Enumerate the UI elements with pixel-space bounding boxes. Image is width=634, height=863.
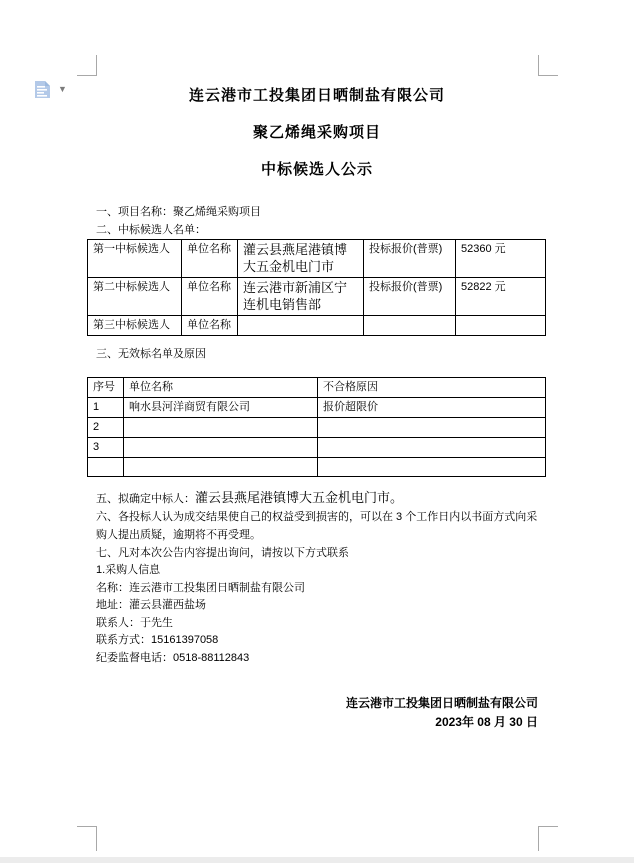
invalid-row-1 [88, 398, 546, 418]
crop-mark-top-left-icon [77, 55, 97, 76]
row-reason [318, 438, 546, 458]
buyer-address-line: 地址：灌云县灌西盐场 [96, 599, 206, 611]
unit-name-label: 单位名称 [182, 316, 238, 336]
bid-price-value: 52822 元 [456, 278, 546, 316]
buyer-name-line: 名称：连云港市工投集团日晒制盐有限公司 [96, 582, 305, 594]
unit-name-label: 单位名称 [182, 240, 238, 278]
row-reason [318, 418, 546, 438]
invalid-table-header-row [88, 378, 546, 398]
bid-price-value: 52360 元 [456, 240, 546, 278]
crop-mark-bottom-right-icon [538, 826, 558, 851]
section-objection-notice: 六、各投标人认为成交结果使自己的权益受到损害的，可以在 3 个工作日内以书面方式向采购人提出质疑，逾期将不再受理。 [96, 511, 538, 541]
section-winner [96, 489, 403, 508]
candidate-row-3 [88, 316, 546, 336]
row-reason [318, 458, 546, 477]
bid-price-label: 投标报价(普票) [364, 240, 456, 278]
column-header-reason: 不合格原因 [318, 378, 546, 398]
page-title-project: 聚乙烯绳采购项目 [252, 124, 381, 141]
row-index [88, 458, 124, 477]
unit-name-value: 连云港市新浦区宁连机电销售部 [238, 278, 364, 316]
bid-price-label: 投标报价(普票) [364, 278, 456, 316]
section-contact-intro: 七、凡对本次公告内容提出询问，请按以下方式联系 [96, 547, 349, 559]
footer-company: 连云港市工投集团日晒制盐有限公司 [345, 696, 538, 710]
buyer-contact-line: 联系人：于先生 [96, 617, 173, 629]
paste-dropdown-arrow-icon[interactable]: ▼ [58, 84, 67, 94]
candidate-row-2 [88, 278, 546, 316]
page-title-announcement: 中标候选人公示 [260, 161, 373, 178]
row-index: 3 [88, 438, 124, 458]
candidate-rank: 第三中标候选人 [88, 316, 182, 336]
buyer-info-heading: 1.采购人信息 [96, 564, 161, 576]
bid-price-value [456, 316, 546, 336]
invalid-row-4 [88, 458, 546, 477]
crop-mark-top-right-icon [538, 55, 558, 76]
invalid-row-3 [88, 438, 546, 458]
invalid-row-2 [88, 418, 546, 438]
row-unit-name [124, 438, 318, 458]
row-unit-name: 响水县河洋商贸有限公司 [124, 398, 318, 418]
crop-mark-bottom-left-icon [77, 826, 97, 851]
bid-price-label [364, 316, 456, 336]
column-header-unit: 单位名称 [124, 378, 318, 398]
row-unit-name [124, 458, 318, 477]
invalid-bids-table [87, 377, 546, 477]
row-index: 1 [88, 398, 124, 418]
page-bottom-edge [0, 857, 634, 863]
footer-date: 2023年 08 月 30 日 [435, 715, 538, 729]
supervision-phone-line: 纪委监督电话：0518-88112843 [96, 652, 250, 664]
candidate-row-1 [88, 240, 546, 278]
unit-name-value [238, 316, 364, 336]
column-header-index: 序号 [88, 378, 124, 398]
winner-name: 灌云县燕尾港镇博大五金机电门市。 [195, 490, 404, 505]
candidates-table [87, 239, 546, 336]
buyer-phone-line: 联系方式：15161397058 [96, 634, 219, 646]
winner-label: 五、拟确定中标人： [96, 493, 195, 505]
page-title-company: 连云港市工投集团日晒制盐有限公司 [188, 87, 445, 104]
section-candidate-list: 二、中标候选人名单： [96, 224, 206, 236]
section-project-name: 一、项目名称：聚乙烯绳采购项目 [96, 206, 261, 218]
row-reason: 报价超限价 [318, 398, 546, 418]
candidate-rank: 第二中标候选人 [88, 278, 182, 316]
row-unit-name [124, 418, 318, 438]
unit-name-value: 灌云县燕尾港镇博大五金机电门市 [238, 240, 364, 278]
candidate-rank: 第一中标候选人 [88, 240, 182, 278]
unit-name-label: 单位名称 [182, 278, 238, 316]
section-invalid-bids: 三、无效标名单及原因 [96, 348, 206, 360]
row-index: 2 [88, 418, 124, 438]
